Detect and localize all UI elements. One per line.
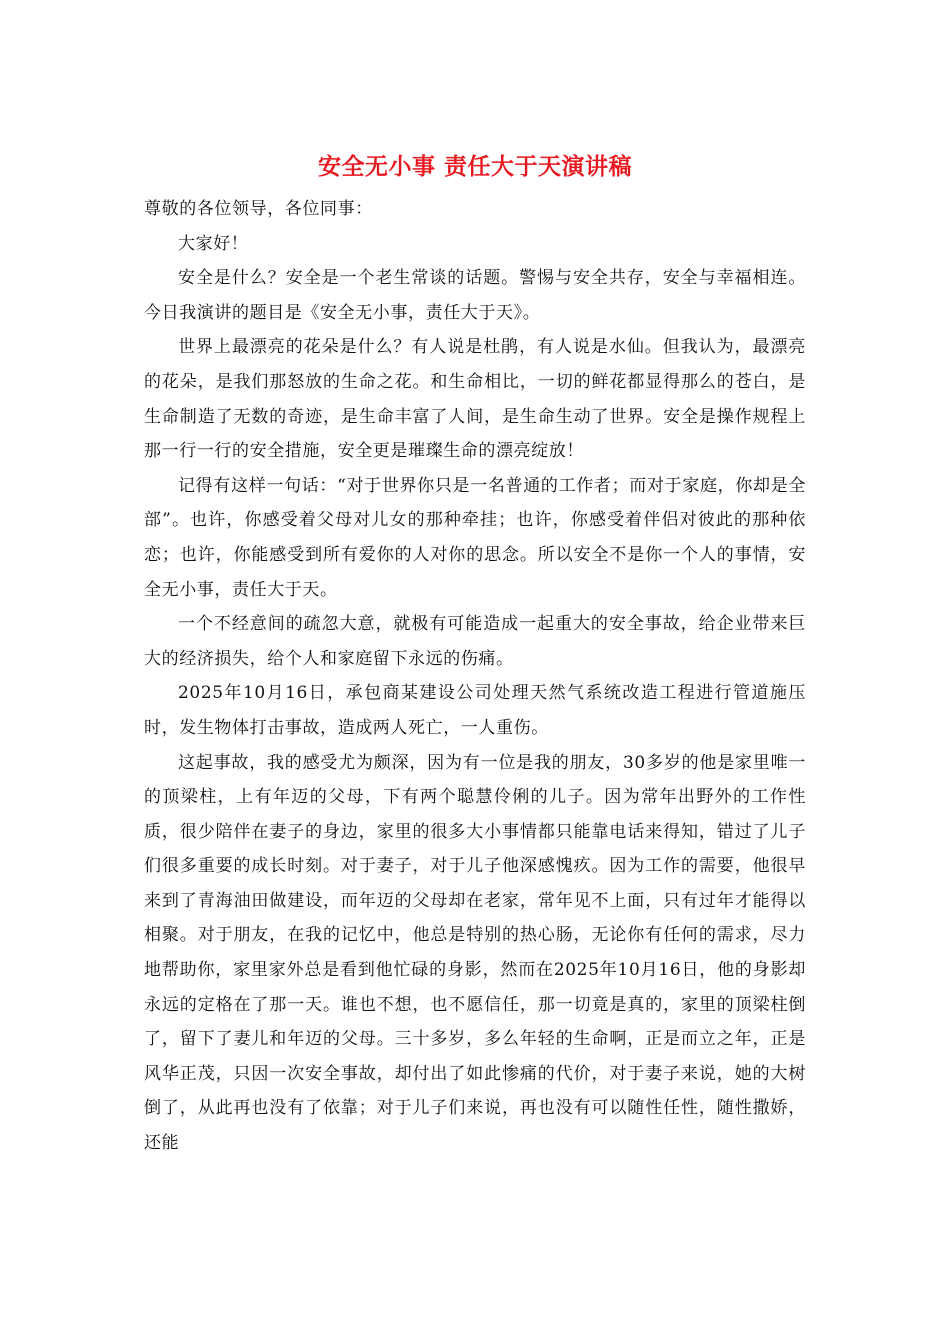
document-title: 安全无小事 责任大于天演讲稿 xyxy=(317,153,632,180)
document-body xyxy=(144,150,806,1161)
paragraph: 这起事故，我的感受尤为颇深，因为有一位是我的朋友，30多岁的他是家里唯一的顶梁柱，上有年迈的父母，下有两个聪慧伶俐的儿子。因为常年出野外的工作性质，很少陪伴在妻子的身边，家里的很多大小事情都只能靠电话来得知，错过了儿子们很多重要的成长时刻。对于妻子，对于儿子他深感愧疚。因为工作的需要，他很早来到了青海油田做建设，而年迈的父母却在老家，常年见不上面，只有过年才能得以相聚。对于朋友，在我的记忆中，他总是特别的热心肠，无论你有任何的需求，尽力地帮助你，家里家外总是看到他忙碌的身影，然而在2025年10月16日，他的身影却永远的定格在了那一天。谁也不想，也不愿信任，那一切竟是真的，家里的顶梁柱倒了，留下了妻儿和年迈的父母。三十多岁，多么年轻的生命啊，正是而立之年，正是风华正茂，只因一次安全事故，却付出了如此惨痛的代价，对于妻子来说，她的大树倒了，从此再也没有了依靠；对于儿子们来说，再也没有可以随性任性，随性撒娇，还能 xyxy=(144,752,806,1154)
paragraph: 一个不经意间的疏忽大意，就极有可能造成一起重大的安全事故，给企业带来巨大的经济损失，给个人和家庭留下永远的伤痛。 xyxy=(144,614,806,669)
paragraph: 世界上最漂亮的花朵是什么？有人说是杜鹃，有人说是水仙。但我认为，最漂亮的花朵，是我们那怒放的生命之花。和生命相比，一切的鲜花都显得那么的苍白，是生命制造了无数的奇迹，是生命丰富了人间，是生命生动了世界。安全是操作规程上那一行一行的安全措施，安全更是璀璨生命的漂亮绽放！ xyxy=(144,337,806,462)
salutation: 尊敬的各位领导，各位同事： xyxy=(144,199,373,219)
greeting: 大家好！ xyxy=(178,233,249,254)
paragraph: 安全是什么？安全是一个老生常谈的话题。警惕与安全共存，安全与幸福相连。今日我演讲的题目是《安全无小事，责任大于天》。 xyxy=(144,268,806,323)
paragraph: 2025年10月16日，承包商某建设公司处理天然气系统改造工程进行管道施压时，发生物体打击事故，造成两人死亡，一人重伤。 xyxy=(144,683,806,738)
paragraph: 记得有这样一句话：“对于世界你只是一名普通的工作者；而对于家庭，你却是全部”。也许，你感受着父母对儿女的那种牵挂；也许，你感受着伴侣对彼此的那种依恋；也许，你能感受到所有爱你的人对你的思念。所以安全不是你一个人的事情，安全无小事，责任大于天。 xyxy=(144,475,806,600)
